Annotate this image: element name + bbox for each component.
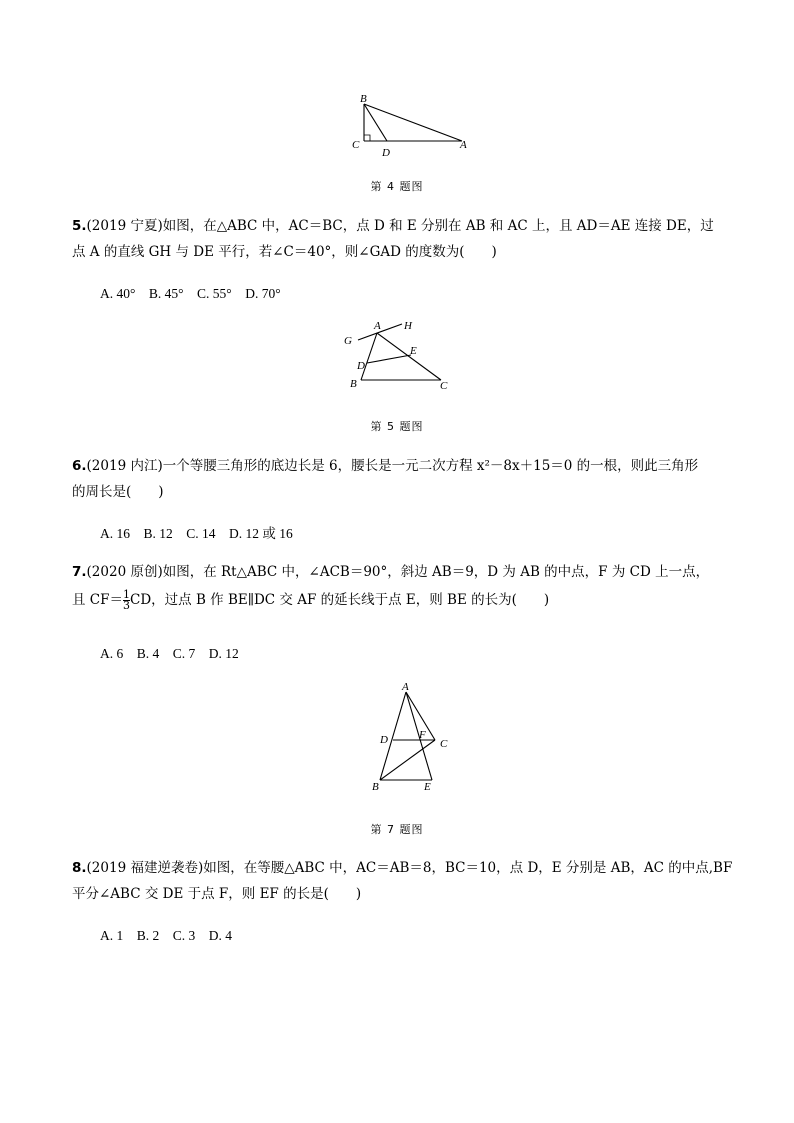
- label-d: D: [357, 360, 365, 372]
- q7-text-1: (2020 原创)如图，在 Rt△ABC 中，∠ACB＝90°，斜边 AB＝9，D 为 AB 的中点，F 为 CD 上一点，: [86, 564, 710, 580]
- label-h: H: [404, 320, 412, 332]
- q6-text-1: (2019 内江)一个等腰三角形的底边长是 6，腰长是一元二次方程 x²－8x＋15＝0 的一根，则此三角形: [86, 458, 699, 474]
- figure-5-caption: 第 5 题图: [370, 420, 424, 433]
- label-c: C: [440, 738, 448, 750]
- label-g: G: [344, 335, 352, 347]
- label-e: E: [410, 345, 417, 357]
- segment-bc: [380, 740, 435, 780]
- q5-number: 5.: [72, 218, 87, 234]
- label-c: C: [352, 139, 360, 151]
- figure-4-caption: 第 4 题图: [370, 180, 424, 193]
- segment-ba: [364, 104, 462, 141]
- right-angle-mark: [364, 135, 370, 141]
- figure-4: [340, 90, 480, 160]
- q8-text-1: (2019 福建逆袭卷)如图，在等腰△ABC 中，AC＝AB＝8，BC＝10，点 D，E 分别是 AB，AC 的中点,BF: [86, 860, 733, 876]
- q8-line-2: 平分∠ABC 交 DE 于点 F，则 EF 的长是( ): [72, 886, 362, 902]
- q7-line-1: [72, 562, 732, 582]
- q6-line-2: 的周长是( ): [72, 484, 164, 500]
- q7-line-2: [72, 590, 732, 611]
- q5-options: A. 40° B. 45° C. 55° D. 70°: [100, 286, 281, 301]
- q8-line-1: [72, 858, 732, 878]
- fraction-one-third: [123, 590, 130, 611]
- q7-text-2-post: CD，过点 B 作 BE∥DC 交 AF 的延长线于点 E，则 BE 的长为( ): [130, 592, 550, 608]
- label-b: B: [350, 378, 357, 390]
- label-a: A: [402, 681, 409, 693]
- q6-number: 6.: [72, 458, 87, 474]
- segment-ab: [361, 333, 377, 380]
- fraction-denominator: 3: [123, 599, 130, 612]
- label-b: B: [372, 781, 379, 793]
- q7-options: A. 6 B. 4 C. 7 D. 12: [100, 646, 239, 661]
- q6-line-1: [72, 456, 732, 476]
- label-d: D: [382, 147, 390, 159]
- figure-5: [340, 315, 460, 395]
- label-a: A: [460, 139, 467, 151]
- figure-7-caption: 第 7 题图: [370, 823, 424, 836]
- segment-ac: [377, 333, 441, 380]
- segment-bd: [364, 104, 387, 141]
- q8-number: 8.: [72, 860, 87, 876]
- figure-7: [360, 680, 460, 800]
- q7-text-2-pre: 且 CF＝: [72, 592, 123, 608]
- fraction-numerator: 1: [123, 588, 130, 601]
- q7-number: 7.: [72, 564, 87, 580]
- label-d: D: [380, 734, 388, 746]
- label-b: B: [360, 93, 367, 105]
- segment-de: [367, 355, 411, 363]
- label-e: E: [424, 781, 431, 793]
- q5-line-1: [72, 216, 732, 236]
- q6-options: A. 16 B. 12 C. 14 D. 12 或 16: [100, 526, 293, 541]
- q5-line-2: 点 A 的直线 GH 与 DE 平行，若∠C＝40°，则∠GAD 的度数为( ): [72, 244, 497, 260]
- q5-text-1: (2019 宁夏)如图，在△ABC 中，AC＝BC，点 D 和 E 分别在 AB 和 AC 上，且 AD＝AE 连接 DE，过: [86, 218, 714, 234]
- q8-options: A. 1 B. 2 C. 3 D. 4: [100, 928, 233, 943]
- label-f: F: [419, 729, 426, 741]
- label-a: A: [374, 320, 381, 332]
- label-c: C: [440, 380, 448, 392]
